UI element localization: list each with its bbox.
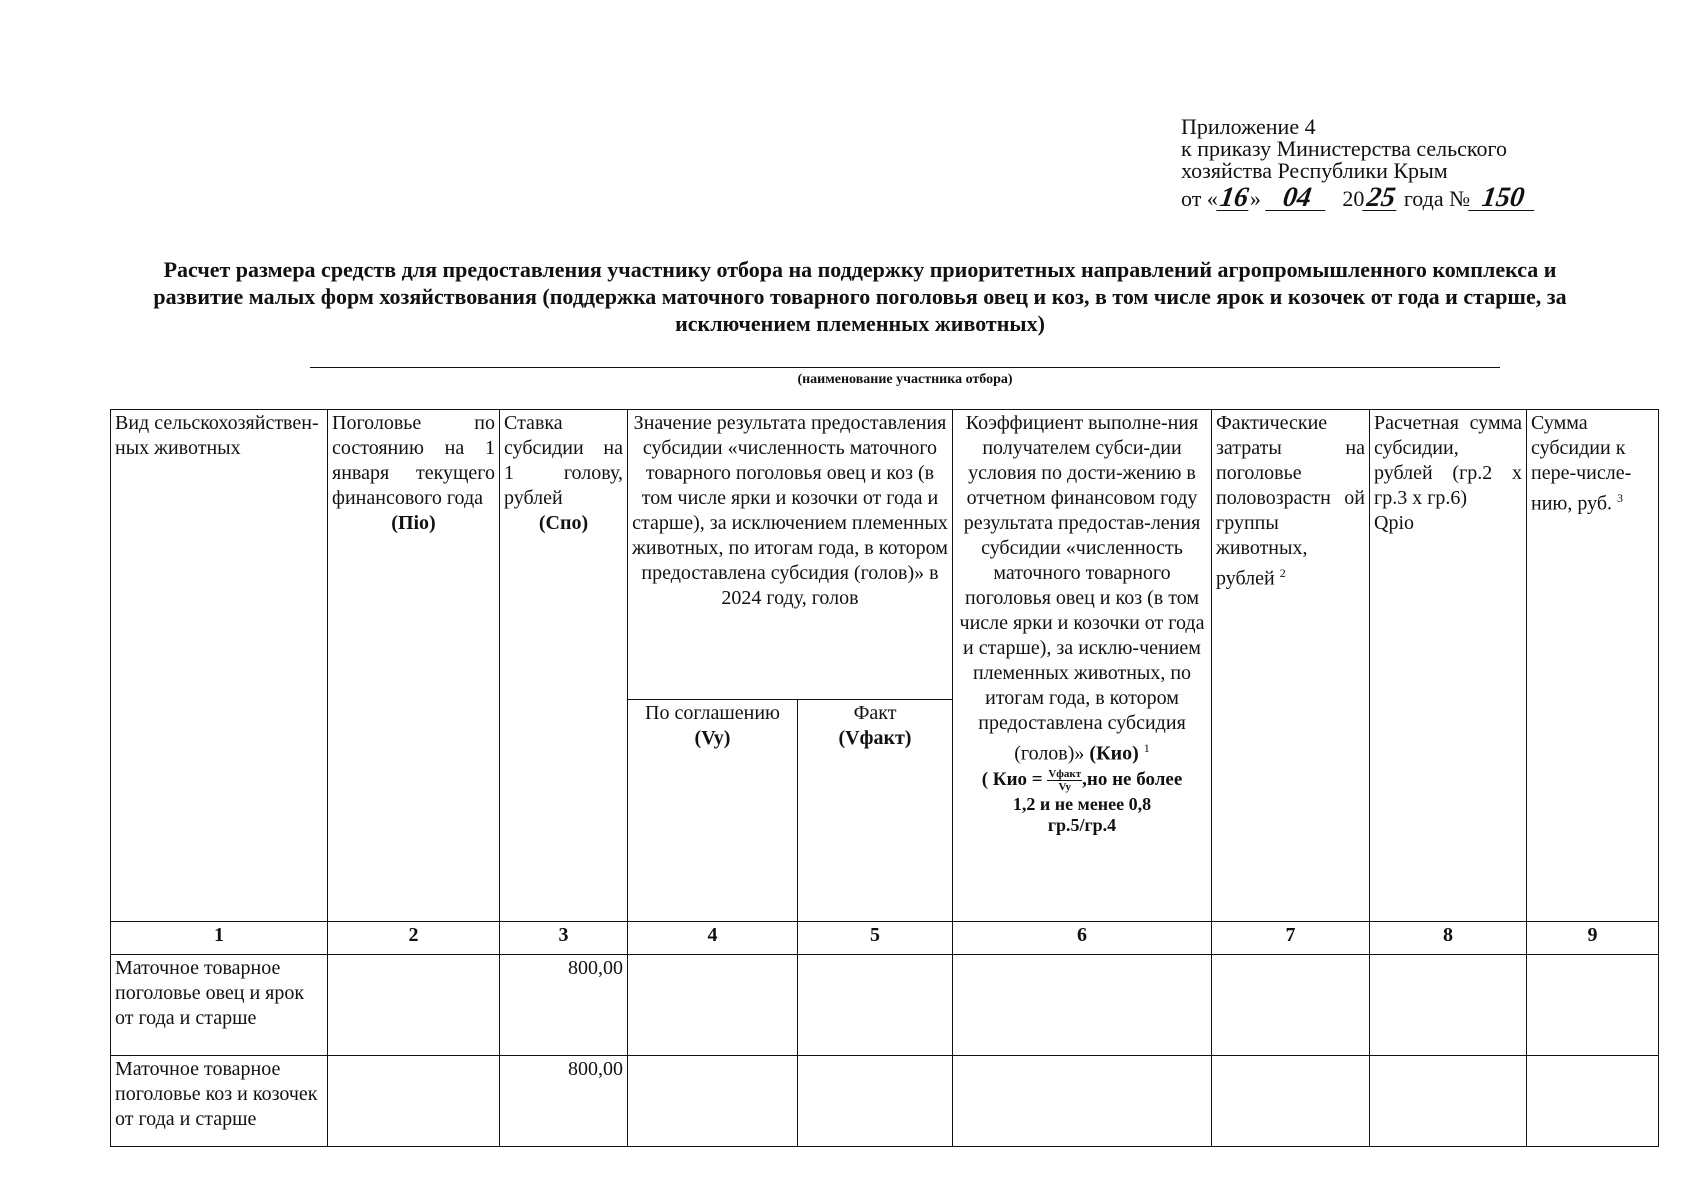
header-rate: [500, 410, 628, 922]
footnote-1-marker: 1: [1143, 741, 1150, 755]
col-number-5: 5: [798, 922, 953, 955]
formula-numerator: Vфакт: [1048, 767, 1082, 780]
header-calculated-sum-symbol: Qpio: [1374, 512, 1414, 534]
col-number-6: 6: [953, 922, 1212, 955]
formula-tail: ,но не более: [1082, 768, 1183, 790]
coefficient-formula: [957, 767, 1207, 793]
footnote-3-marker: 3: [1617, 491, 1623, 505]
column-number-row: [111, 922, 1659, 955]
header-calculated-sum: [1370, 410, 1527, 922]
annex-line-2: к приказу Министерства сельского: [1181, 136, 1507, 161]
col-number-4: 4: [628, 922, 798, 955]
row-goats-agreement: [628, 1056, 798, 1147]
row-goats-name: [111, 1056, 328, 1147]
formula-open: ( Кио =: [981, 768, 1043, 790]
header-actual-costs-text: Фактические затраты на поголовье половозрастн ой группы животных, рублей: [1216, 412, 1365, 590]
header-actual-costs: [1212, 410, 1370, 922]
header-rate-symbol: (Спо): [538, 512, 589, 534]
col-number-9: 9: [1527, 922, 1659, 955]
year-prefix: 20: [1342, 186, 1365, 211]
header-headcount: [328, 410, 500, 922]
row-sheep-agreement: [628, 955, 798, 1056]
row-sheep-calculated: [1370, 955, 1527, 1056]
header-by-agreement-symbol: (Vy): [694, 727, 731, 749]
header-transfer-sum: [1527, 410, 1659, 922]
participant-name-line: [310, 367, 1500, 368]
row-sheep-transfer: [1527, 955, 1659, 1056]
formula-fraction: [1047, 768, 1082, 793]
order-number: 150: [1468, 186, 1538, 211]
formula-limits: 1,2 и не менее 0,8: [1012, 793, 1152, 814]
header-animal-type: [111, 410, 328, 922]
header-coefficient: [953, 410, 1212, 922]
header-transfer-sum-text: Сумма субсидии к пере-числе-нию, руб.: [1531, 412, 1632, 515]
header-headcount-symbol: (Піо): [391, 512, 436, 534]
header-fact-text: Факт: [853, 702, 897, 724]
order-month: 04: [1265, 186, 1329, 211]
header-fact: [798, 700, 953, 922]
col-number-8: 8: [1370, 922, 1527, 955]
table-row: [111, 955, 1659, 1056]
col-number-7: 7: [1212, 922, 1370, 955]
header-by-agreement-text: По соглашению: [645, 702, 780, 724]
document-title: Расчет размера средств для предоставления участнику отбора на поддержку приоритетных направлений агропромышленного комплекса и развитие малых форм хозяйствования (поддержка маточного товарного поголовья овец и коз, в том числе ярок и козочек от года и старше, за исключением племенных животных): [153, 257, 1567, 336]
header-headcount-text: Поголовье по состоянию на 1 января текущего финансового года: [332, 412, 495, 509]
row-goats-coefficient: [953, 1056, 1212, 1147]
row-goats-rate: 800,00: [500, 1056, 628, 1147]
row-goats-transfer: [1527, 1056, 1659, 1147]
header-coefficient-text: Коэффициент выполне-ния получателем субси-дии условия по дости-жению в отчетном финансовом году результата предостав-ления субсидии «численность маточного товарного поголовья овец и коз (в том числе ярки и козочки от года и старше), за исклю-чением племенных животных, по итогам года, в котором предоставлена субсидия (голов)»: [959, 412, 1205, 765]
header-by-agreement: [628, 700, 798, 922]
participant-caption: (наименование участника отбора): [797, 372, 1013, 387]
header-fact-symbol: (Vфакт): [838, 727, 912, 749]
annex-date-line: [1181, 182, 1536, 213]
row-goats-costs: [1212, 1056, 1370, 1147]
footnote-2-marker: 2: [1279, 566, 1286, 580]
row-sheep-headcount: [328, 955, 500, 1056]
col-number-1: 1: [111, 922, 328, 955]
col-number-2: 2: [328, 922, 500, 955]
calculation-table: [110, 409, 1659, 1147]
header-result-value-text: Значение результата предоставления субсидии «численность маточного товарного поголовья овец и коз (в том числе ярки и козочки от года и старше), за исключением племенных животных, по итогам года, в котором предоставлена субсидия (голов)» в 2024 году, голов: [632, 412, 948, 609]
date-mid: »: [1249, 186, 1261, 211]
row-goats-fact: [798, 1056, 953, 1147]
table-row: [111, 1056, 1659, 1147]
header-coefficient-symbol: (Кио): [1089, 742, 1139, 765]
row-sheep-costs: [1212, 955, 1370, 1056]
row-sheep-coefficient: [953, 955, 1212, 1056]
row-goats-name-text: Маточное товарное поголовье коз и козочек от года и старше: [115, 1058, 318, 1130]
row-sheep-fact: [798, 955, 953, 1056]
row-sheep-rate: 800,00: [500, 955, 628, 1056]
header-rate-text: Ставка субсидии на 1 голову, рублей: [504, 412, 623, 509]
order-year: 25: [1363, 186, 1401, 211]
col-number-3: 3: [500, 922, 628, 955]
row-goats-headcount: [328, 1056, 500, 1147]
formula-columns: гр.5/гр.4: [1047, 814, 1117, 835]
header-calculated-sum-text: Расчетная сумма субсидии, рублей (гр.2 х гр.3 х гр.6): [1374, 412, 1522, 509]
number-label: года №: [1403, 186, 1471, 211]
annex-block: [1181, 116, 1536, 211]
date-prefix: от «: [1181, 186, 1218, 211]
row-sheep-name: Маточное товарное поголовье овец и ярок от года и старше: [111, 955, 328, 1056]
formula-denominator: Vy: [1058, 780, 1071, 793]
row-goats-calculated: [1370, 1056, 1527, 1147]
annex-line-1: Приложение 4: [1181, 114, 1316, 139]
order-day: 16: [1217, 182, 1251, 213]
header-result-value: [628, 410, 953, 700]
annex-line-3: хозяйства Республики Крым: [1181, 158, 1448, 183]
header-animal-type-text: Вид сельскохозяйствен-ных животных: [115, 412, 319, 459]
